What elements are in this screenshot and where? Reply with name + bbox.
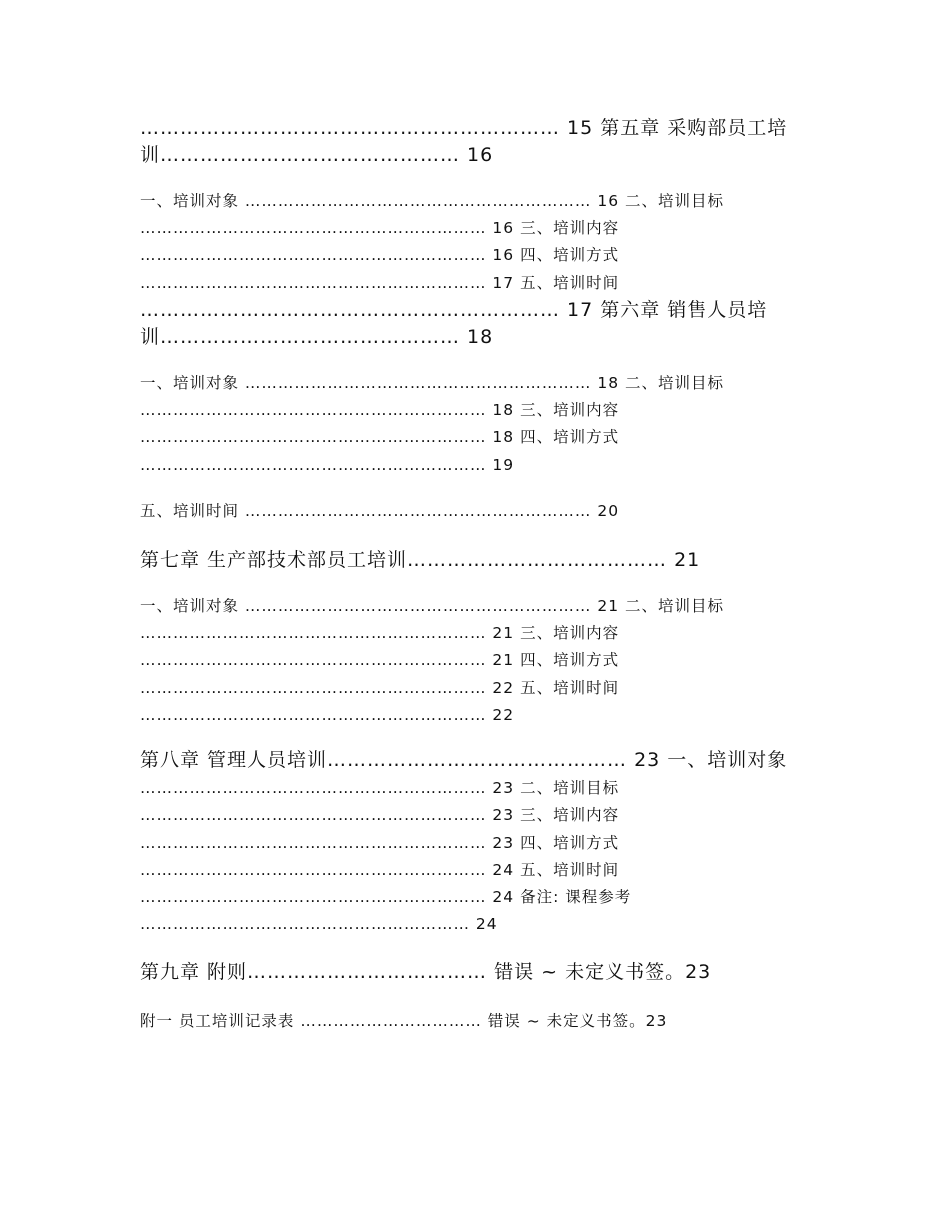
- toc-entry: ……………………………………………………… 16 四、培训方式: [140, 246, 620, 264]
- toc-entry: ……………………………………………………… 24 五、培训时间: [140, 861, 620, 879]
- toc-entry: 训……………………………………… 16: [140, 144, 494, 166]
- toc-entry: 训……………………………………… 18: [140, 326, 494, 348]
- toc-entry: 一、培训对象 ……………………………………………………… 21 二、培训目标: [140, 597, 725, 615]
- toc-entry: ……………………………………………………… 15 第五章 采购部员工培: [140, 117, 788, 139]
- toc-entry: ……………………………………………………… 23 四、培训方式: [140, 834, 620, 852]
- toc-entry: ……………………………………………………… 17 第六章 销售人员培: [140, 299, 768, 321]
- toc-entry: 附一 员工培训记录表 …………………………… 错误 ~ 未定义书签。23: [140, 1012, 668, 1030]
- toc-entry: 第七章 生产部技术部员工培训………………………………… 21: [140, 549, 701, 571]
- toc-entry: ……………………………………………………… 22 五、培训时间: [140, 679, 620, 697]
- toc-entry: 第九章 附则……………………………… 错误 ~ 未定义书签。23: [140, 961, 712, 983]
- toc-entry: 五、培训时间 ……………………………………………………… 20: [140, 502, 620, 520]
- toc-entry: ……………………………………………………… 21 四、培训方式: [140, 651, 620, 669]
- toc-entry: 一、培训对象 ……………………………………………………… 16 二、培训目标: [140, 192, 725, 210]
- toc-entry: ……………………………………………………… 18 三、培训内容: [140, 401, 620, 419]
- toc-entry: …………………………………………………… 24: [140, 915, 498, 933]
- toc-entry: 一、培训对象 ……………………………………………………… 18 二、培训目标: [140, 374, 725, 392]
- toc-entry: ……………………………………………………… 18 四、培训方式: [140, 428, 620, 446]
- toc-entry: ……………………………………………………… 17 五、培训时间: [140, 274, 620, 292]
- toc-entry: ……………………………………………………… 23 三、培训内容: [140, 806, 620, 824]
- toc-entry: 第八章 管理人员培训……………………………………… 23 一、培训对象: [140, 749, 788, 771]
- toc-entry: ……………………………………………………… 24 备注: 课程参考: [140, 888, 632, 906]
- toc-entry: ……………………………………………………… 21 三、培训内容: [140, 624, 620, 642]
- toc-entry: ……………………………………………………… 16 三、培训内容: [140, 219, 620, 237]
- toc-entry: ……………………………………………………… 19: [140, 456, 515, 474]
- toc-entry: ……………………………………………………… 23 二、培训目标: [140, 779, 620, 797]
- toc-entry: ……………………………………………………… 22: [140, 706, 515, 724]
